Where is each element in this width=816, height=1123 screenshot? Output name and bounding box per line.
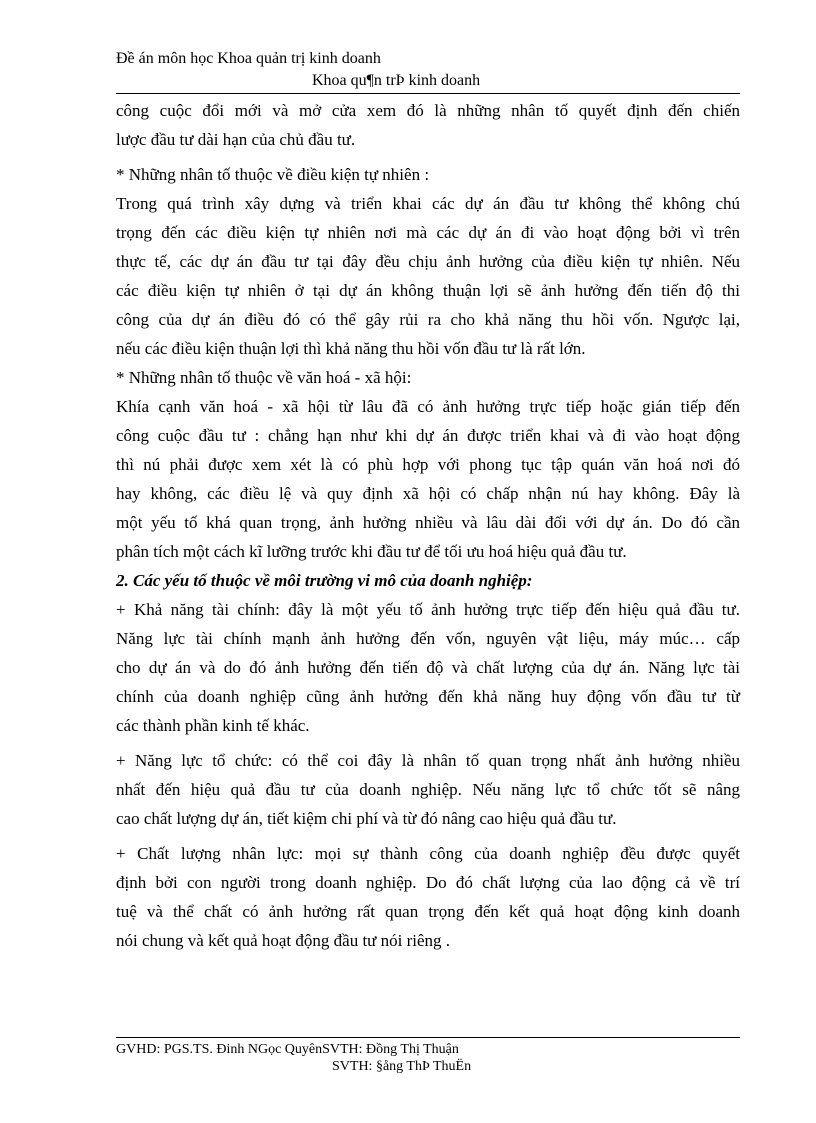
paragraph-2 xyxy=(116,189,740,363)
text-line: + Khả năng tài chính: đây là một yếu tố ảnh hưởng trực tiếp đến hiệu quả đầu tư. xyxy=(116,600,740,619)
text-line: cao chất lượng dự án, tiết kiệm chi phí và từ đó nâng cao hiệu quả đầu tư. xyxy=(116,809,617,828)
header-subtitle: Khoa qu¶n trÞ kinh doanh xyxy=(312,72,481,89)
paragraph-4 xyxy=(116,595,740,740)
text-line: các điều kiện tự nhiên ở tại dự án không thuận lợi sẽ ảnh hưởng đến tiến độ thi xyxy=(116,281,740,300)
footer-student: SVTH: §ång ThÞ ThuËn xyxy=(332,1059,472,1074)
section-heading-culture: * Những nhân tố thuộc về văn hoá - xã hội: xyxy=(116,368,412,387)
text-line: nói chung và kết quả hoạt động đầu tư nói riêng . xyxy=(116,931,451,950)
text-line: công cuộc đầu tư : chẳng hạn như khi dự án được triển khai và đi vào hoạt động xyxy=(116,426,740,445)
text-line: định bởi con người trong doanh nghiệp. Do đó chất lượng của lao động cả về trí xyxy=(116,873,740,892)
paragraph-1 xyxy=(116,96,740,154)
text-line: lược đầu tư dài hạn của chủ đầu tư. xyxy=(116,130,356,149)
text-line: một yếu tố khá quan trọng, ảnh hưởng nhiều và lâu dài đối với dự án. Do đó cần xyxy=(116,513,740,532)
paragraph-3 xyxy=(116,392,740,566)
header-title: Đề án môn học Khoa quản trị kinh doanh xyxy=(116,50,381,67)
text-line: Trong quá trình xây dựng và triển khai các dự án đầu tư không thể không chú xyxy=(116,194,740,213)
text-line: phân tích một cách kĩ lưỡng trước khi đầu tư để tối ưu hoá hiệu quả đầu tư. xyxy=(116,542,627,561)
text-line: Khía cạnh văn hoá - xã hội từ lâu đã có ảnh hưởng trực tiếp hoặc gián tiếp đến xyxy=(116,397,740,416)
text-line: các thành phần kinh tế khác. xyxy=(116,716,310,735)
footer-advisor: GVHD: PGS.TS. Đinh NGọc QuyênSVTH: Đồng Thị Thuận xyxy=(116,1042,459,1057)
text-line: Năng lực tài chính mạnh ảnh hưởng đến vốn, nguyên vật liệu, máy múc… cấp xyxy=(116,629,740,648)
text-line: thực tế, các dự án đầu tư tại đây đều chịu ảnh hưởng của điều kiện tự nhiên. Nếu xyxy=(116,252,740,271)
section-heading-natural: * Những nhân tố thuộc về điều kiện tự nhiên : xyxy=(116,165,430,184)
text-line: công của dự án điều đó có thể gây rủi ra cho khả năng thu hồi vốn. Ngược lại, xyxy=(116,310,740,329)
text-line: công cuộc đổi mới và mở cửa xem đó là những nhân tố quyết định đến chiến xyxy=(116,101,740,120)
text-line: + Năng lực tổ chức: có thể coi đây là nhân tố quan trọng nhất ảnh hưởng nhiều xyxy=(116,751,740,770)
text-line: nếu các điều kiện thuận lợi thì khả năng thu hồi vốn đầu tư là rất lớn. xyxy=(116,339,586,358)
text-line: chính của doanh nghiệp cũng ảnh hưởng đến khả năng huy động vốn đầu tư từ xyxy=(116,687,740,706)
paragraph-5 xyxy=(116,746,740,833)
text-line: trọng đến các điều kiện tự nhiên nơi mà các dự án đi vào hoạt động bởi vì trên xyxy=(116,223,740,242)
text-line: tuệ và thể chất có ảnh hưởng rất quan trọng đến kết quả hoạt động kinh doanh xyxy=(116,902,740,921)
text-line: nhất đến hiệu quả đầu tư của doanh nghiệp. Nếu năng lực tổ chức tốt sẽ nâng xyxy=(116,780,740,799)
document-body xyxy=(116,96,740,955)
header-divider xyxy=(116,93,740,94)
text-line: + Chất lượng nhân lực: mọi sự thành công của doanh nghiệp đều được quyết xyxy=(116,844,740,863)
section-heading-micro-environment: 2. Các yếu tố thuộc về môi trường vi mô của doanh nghiệp: xyxy=(116,571,533,590)
footer-divider xyxy=(116,1037,740,1038)
text-line: hay không, các điều lệ và quy định xã hội có chấp nhận nú hay không. Đây là xyxy=(116,484,740,503)
paragraph-6 xyxy=(116,839,740,955)
text-line: cho dự án và do đó ảnh hưởng đến tiến độ và chất lượng của dự án. Năng lực tài xyxy=(116,658,740,677)
text-line: thì nú phải được xem xét là có phù hợp với phong tục tập quán văn hoá nơi đó xyxy=(116,455,740,474)
